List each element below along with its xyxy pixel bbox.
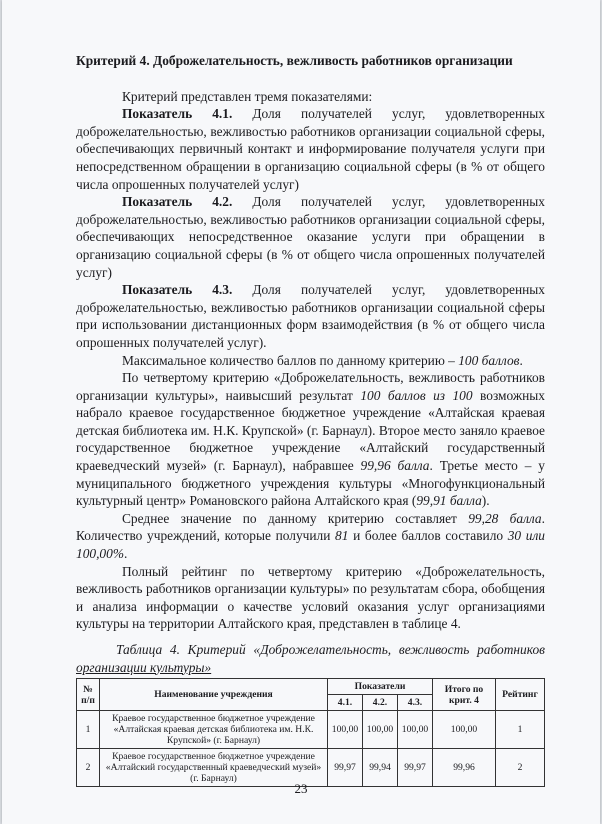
results-text: ). [481,493,490,509]
header-total: Итого по крит. 4 [433,679,496,711]
header-indicator-4-3: 4.3. [398,695,433,711]
indicator-4-3 [76,281,545,351]
caption-line-2: организации культуры» [76,659,212,675]
row-total: 99,96 [433,749,496,787]
row-rating: 1 [496,711,545,749]
table-row [77,711,545,749]
caption-line-1: Таблица 4. Критерий «Доброжелательность, вежливость работников [116,642,545,657]
average-emphasis: 81 [335,528,349,544]
row-value-4-2: 100,00 [363,711,398,749]
average-paragraph [76,510,545,563]
results-emphasis: 100 баллов из 100 [360,387,473,403]
indicator-text: Доля получателей услуг, удовлетворенных доброжелательностью, вежливостью работников организации социальной сферы, обеспечивающих непосредственное оказание услуги при обращении в организацию социальной сферы (в % от общего числа опрошенных получателей услуг) [76,194,545,280]
average-emphasis: 99,28 балла [468,510,542,526]
results-text: возможных набрало краевое государственное бюджетное учреждение «Алтайская краевая детская библиотека им. Н.К. Крупской» (г. Барнаул). Второе место заняло краевое государственное бюджетное учреждение «Алтайский государственный краеведческий музей» (г. Барнаул), набравшее [76,387,545,474]
results-text: . Третье место – у муниципального бюджетного учреждения культуры «Многофункциональный культурный центр» Романовского района Алтайского края ( [76,458,545,509]
criterion-heading [76,52,545,70]
row-value-4-2: 99,94 [363,749,398,787]
max-score-prefix: Максимальное количество баллов по данному критерию – [122,352,459,368]
row-name: Краевое государственное бюджетное учреждение «Алтайский государственный краеведческий музей» (г. Барнаул) [100,749,328,787]
average-emphasis: 30 или 100,00% [76,528,546,562]
max-score-paragraph [76,352,545,370]
results-emphasis: 99,91 балла [416,493,482,509]
average-text: и более баллов составило [348,528,508,544]
indicator-4-2 [76,193,545,281]
indicator-label: Показатель 4.2. [122,194,233,210]
header-indicators: Показатели [328,679,433,695]
header-name: Наименование учреждения [100,679,328,711]
table-caption [76,641,545,676]
average-text: . Количество учреждений, которые получили [76,510,545,544]
indicator-label: Показатель 4.1. [122,106,233,122]
indicator-text: Доля получателей услуг, удовлетворенных доброжелательностью, вежливостью работников организации социальной сферы при использовании дистанционных форм взаимодействия (в % от общего числа опрошенных получателей услуг). [76,282,545,350]
results-paragraph [76,369,545,510]
full-rating-paragraph: Полный рейтинг по четвертому критерию «Доброжелательность, вежливость работников организации культуры» по результатам сбора, обобщения и анализа информации о качестве условий оказания услуг организациями культуры на территории Алтайского края, представлен в таблице 4. [76,563,545,632]
row-name: Краевое государственное бюджетное учреждение «Алтайская краевая детская библиотека им. Н.К. Крупской» (г. Барнаул) [100,711,328,749]
criterion-heading-text: Критерий 4. Доброжелательность, вежливость работников организации [76,53,513,68]
row-value-4-3: 100,00 [398,711,433,749]
results-text: По четвертому критерию «Доброжелательность, вежливость работников организации культуры», наивысший результат [76,370,545,403]
row-num: 2 [77,749,100,787]
row-rating: 2 [496,749,545,787]
page-content [76,52,545,787]
header-rating: Рейтинг [496,679,545,711]
page-number: 23 [294,781,308,796]
header-num: № п/п [77,679,100,711]
row-total: 100,00 [433,711,496,749]
average-text: Среднее значение по данному критерию составляет [122,510,469,526]
intro-paragraph: Критерий представлен тремя показателями: [122,88,373,104]
indicator-text: Доля получателей услуг, удовлетворенных доброжелательностью, вежливостью работников организации социальной сферы, обеспечивающих первичный контакт и информирование получателя услуги при непосредственном обращении в организацию социальной сферы (в % от общего числа опрошенных получателей услуг) [76,106,545,192]
rating-table [76,678,545,787]
indicator-label: Показатель 4.3. [122,282,233,298]
document-page [2,0,600,824]
max-score-value: 100 баллов [458,352,520,368]
header-indicator-4-1: 4.1. [328,695,363,711]
max-score-suffix: . [519,352,523,368]
indicator-4-1 [76,105,545,193]
average-text: . [123,546,128,562]
header-indicator-4-2: 4.2. [363,695,398,711]
row-value-4-3: 99,97 [398,749,433,787]
row-value-4-1: 99,97 [328,749,363,787]
row-value-4-1: 100,00 [328,711,363,749]
row-num: 1 [77,711,100,749]
results-emphasis: 99,96 балла [360,458,430,474]
